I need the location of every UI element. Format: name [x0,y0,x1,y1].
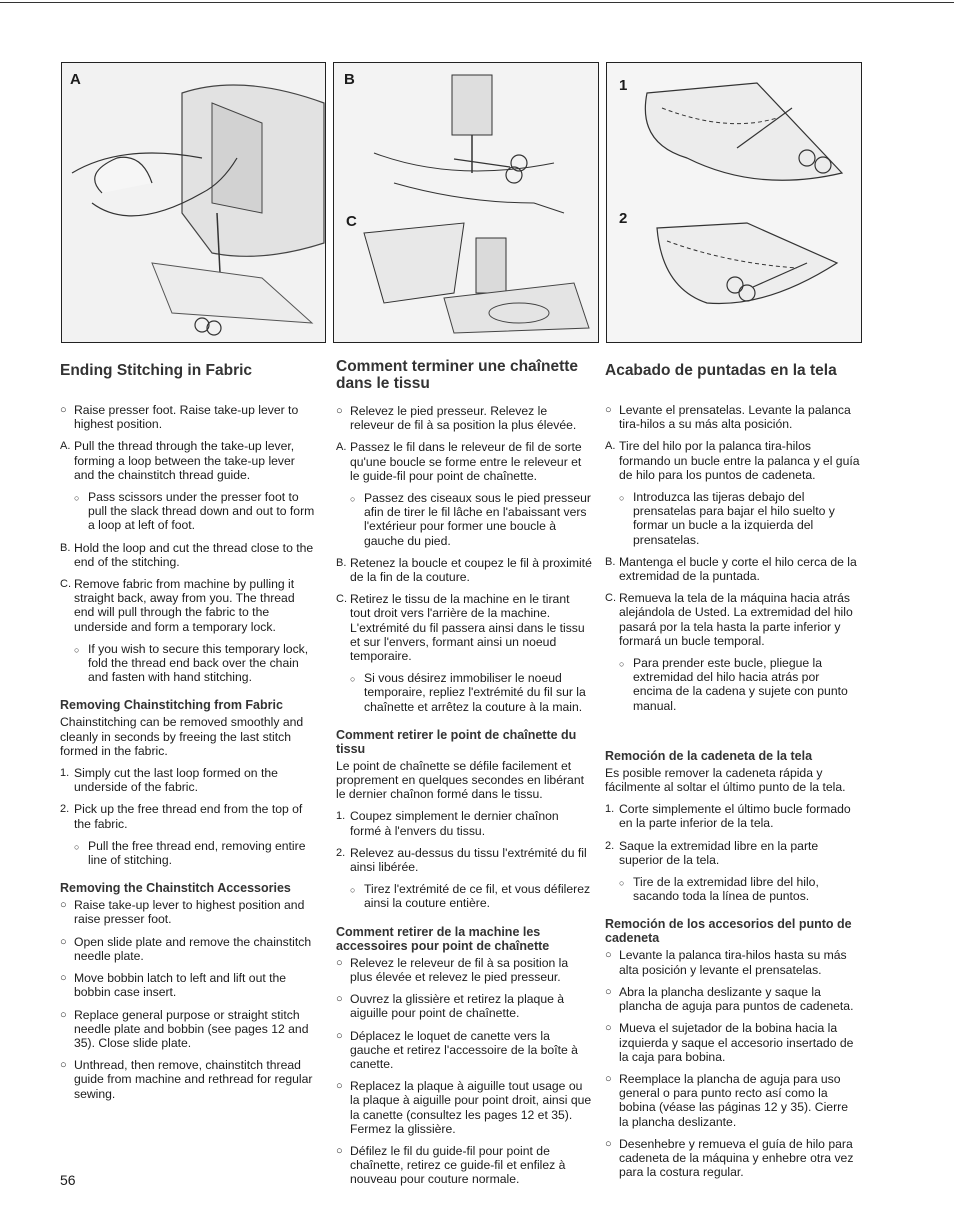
english-step-a: A. Pull the thread through the take-up lever, forming a loop between the take-up lever and the chainstitch thread guide. [60,439,295,482]
english-column [60,362,318,1109]
english-accessory-item: ○ Open slide plate and remove the chainstitch needle plate. [60,934,312,963]
figure-b-c [333,62,599,343]
spanish-accessory-item: ○ Abra la plancha deslizante y saque la plancha de aguja para puntos de cadeneta. [605,984,854,1014]
english-accessory-item: ○ Unthread, then remove, chainstitch thread guide from machine and rethread for regular sewing. [60,1058,313,1101]
spanish-accessory-item: ○ Mueva el sujetador de la bobina hacia la izquierda y saque el accesorio insertado de la caja para bobina. [605,1021,854,1064]
english-step-c-sub: ○ If you wish to secure this temporary lock, fold the thread end back over the chain and fasten with hand stitching. [74,641,309,685]
figure-label-1: 1 [619,77,628,94]
french-accessory-item: ○ Déplacez le loquet de canette vers la gauche et retirez l'accessoire de la boîte à canette. [336,1028,578,1071]
spanish-heading-removing: Remoción de la cadeneta de la tela [605,748,813,763]
english-accessory-item: ○ Raise take-up lever to highest position and raise presser foot. [60,898,305,927]
spanish-removing-step-1: 1. Corte simplemente el último bucle formado en la parte inferior de la tela. [605,802,851,831]
french-step-c-sub: ○ Si vous désirez immobiliser le noeud temporaire, repliez l'extrémité du fil sur la chaînette et arrêtez la couture à la main. [350,671,586,714]
english-step-b: B. Hold the loop and cut the thread close to the end of the stitching. [60,540,314,569]
english-accessory-item: ○ Move bobbin latch to left and lift out the bobbin case insert. [60,971,287,1000]
top-rule [0,2,954,3]
french-intro: ○ Relevez le pied presseur. Relevez le releveur de fil à sa position la plus élevée. [336,404,577,433]
french-removing-intro: Le point de chaînette se défile facilement et proprement en quelques secondes en libérant le dernier chaînon formé dans le tissu. [336,758,584,802]
french-step-a: A. Passez le fil dans le releveur de fil de sorte qu'une boucle se forme entre le releveur et le guide-fil pour point de chaînette. [336,440,582,483]
figure-label-a: A [70,71,81,88]
spanish-accessory-item: ○ Desenhebre y remueva el guía de hilo para cadeneta de la máquina y enhebre otra vez para la costura regular. [605,1136,854,1180]
french-removing-step-2-sub: ○ Tirez l'extrémité de ce fil, et vous défilerez ainsi la couture entière. [350,882,591,911]
spanish-intro: ○ Levante el prensatelas. Levante la palanca tira-hilos a su más alta posición. [605,403,851,432]
french-column [336,358,592,1195]
spanish-step-c-sub: ○ Para prender este bucle, pliegue la extremidad del hilo hacia atrás por encima de la cadena y sujete con punto manual. [619,656,848,713]
french-accessory-item: ○ Ouvrez la glissière et retirez la plaque à aiguille pour point de chaînette. [336,992,565,1021]
english-removing-step-2-sub: ○ Pull the free thread end, removing entire line of stitching. [74,838,306,868]
english-step-a-sub: ○ Pass scissors under the presser foot to pull the slack thread down and out to form a loop at left of foot. [74,490,315,533]
english-heading-removing: Removing Chainstitching from Fabric [60,698,283,713]
spanish-accessory-item: ○ Levante la palanca tira-hilos hasta su más alta posición y levante el prensatelas. [605,948,847,977]
french-accessory-item: ○ Relevez le releveur de fil à sa position la plus élevée et relevez le pied presseur. [336,955,569,984]
english-title: Ending Stitching in Fabric [60,362,253,379]
english-removing-step-1: 1. Simply cut the last loop formed on the underside of the fabric. [60,766,278,795]
french-heading-removing: Comment retirer le point de chaînette du tissu [336,727,577,756]
fabric-cutting-illustration [607,63,861,342]
spanish-heading-accessories: Remoción de los accesorios del punto de cadeneta [605,917,852,946]
figure-label-b: B [344,71,355,88]
figure-label-2: 2 [619,210,628,227]
english-heading-accessories: Removing the Chainstitch Accessories [60,881,291,896]
english-step-c: C. Remove fabric from machine by pulling it straight back, away from you. The thread end will pull through the fabric to the underside and form a temporary lock. [60,577,295,634]
english-intro: ○ Raise presser foot. Raise take-up lever to highest position. [60,403,299,432]
spanish-step-c: C. Remueva la tela de la máquina hacia atrás alejándola de Usted. La extremidad del hilo pasará por la tela hasta la parte inferior y formará un bucle temporal. [605,591,853,648]
french-removing-step-1: 1. Coupez simplement le dernier chaînon formé à l'envers du tissu. [336,809,559,838]
figure-1-2 [606,62,862,343]
spanish-step-a: A. Tire del hilo por la palanca tira-hilos formando un bucle entre la palanca y el guía de hilo para los puntos de cadeneta. [605,439,860,482]
spanish-removing-step-2: 2. Saque la extremidad libre en la parte superior de la tela. [605,838,819,867]
sewing-machine-illustration [62,63,325,342]
spanish-accessory-item: ○ Reemplace la plancha de aguja para uso general o para punto recto así como la bobina (véase las páginas 12 y 35). Cierre la plancha deslizante. [605,1071,848,1129]
figure-a [61,62,326,343]
french-step-b: B. Retenez la boucle et coupez le fil à proximité de la fin de la couture. [336,555,592,585]
english-accessory-item: ○ Replace general purpose or straight stitch needle plate and bobbin (see pages 12 and 35). Close slide plate. [60,1007,309,1050]
french-accessory-item: ○ Défilez le fil du guide-fil pour point de chaînette, retirez ce guide-fil et enfilez à nouveau pour couture normale. [336,1143,566,1187]
spanish-column [605,362,860,1187]
spanish-step-b: B. Mantenga el bucle y corte el hilo cerca de la extremidad de la puntada. [605,554,857,584]
spanish-step-a-sub: ○ Introduzca las tijeras debajo del prensatelas para bajar el hilo suelto y formar un bucle a la izquierda del prensatelas. [619,490,835,547]
french-title: Comment terminer une chaînette dans le tissu [336,358,579,392]
english-removing-step-2: 2. Pick up the free thread end from the top of the fabric. [60,802,303,831]
spanish-removing-intro: Es posible remover la cadeneta rápida y fácilmente al soltar el último punto de la tela. [605,765,846,795]
french-accessory-item: ○ Replacez la plaque à aiguille tout usage ou la plaque à aiguille pour point droit, ainsi que la canette (consultez les pages 12 et 35). Fermez la glissière. [336,1079,592,1136]
english-removing-intro: Chainstitching can be removed smoothly and cleanly in seconds by freeing the last stitch formed in the fabric. [60,715,304,758]
presser-foot-scissors-illustration [334,63,598,342]
french-removing-step-2: 2. Relevez au-dessus du tissu l'extrémité du fil ainsi libérée. [336,845,587,875]
figure-label-c: C [346,213,357,230]
french-step-c: C. Retirez le tissu de la machine en le tirant tout droit vers l'arrière de la machine. L'extrémité du fil passera ainsi dans le tissu et sur l'envers, formant ainsi un noeud temporaire. [336,592,585,664]
french-heading-accessories: Comment retirer de la machine les accessoires pour point de chaînette [336,924,550,953]
spanish-title: Acabado de puntadas en la tela [605,362,837,379]
french-step-a-sub: ○ Passez des ciseaux sous le pied presseur afin de tirer le fil lâche en l'abaissant vers l'extérieur pour former une boucle à gauche du pied. [350,491,591,548]
page-number: 56 [60,1172,76,1188]
spanish-removing-step-2-sub: ○ Tire de la extremidad libre del hilo, sacando toda la línea de puntos. [619,875,819,904]
